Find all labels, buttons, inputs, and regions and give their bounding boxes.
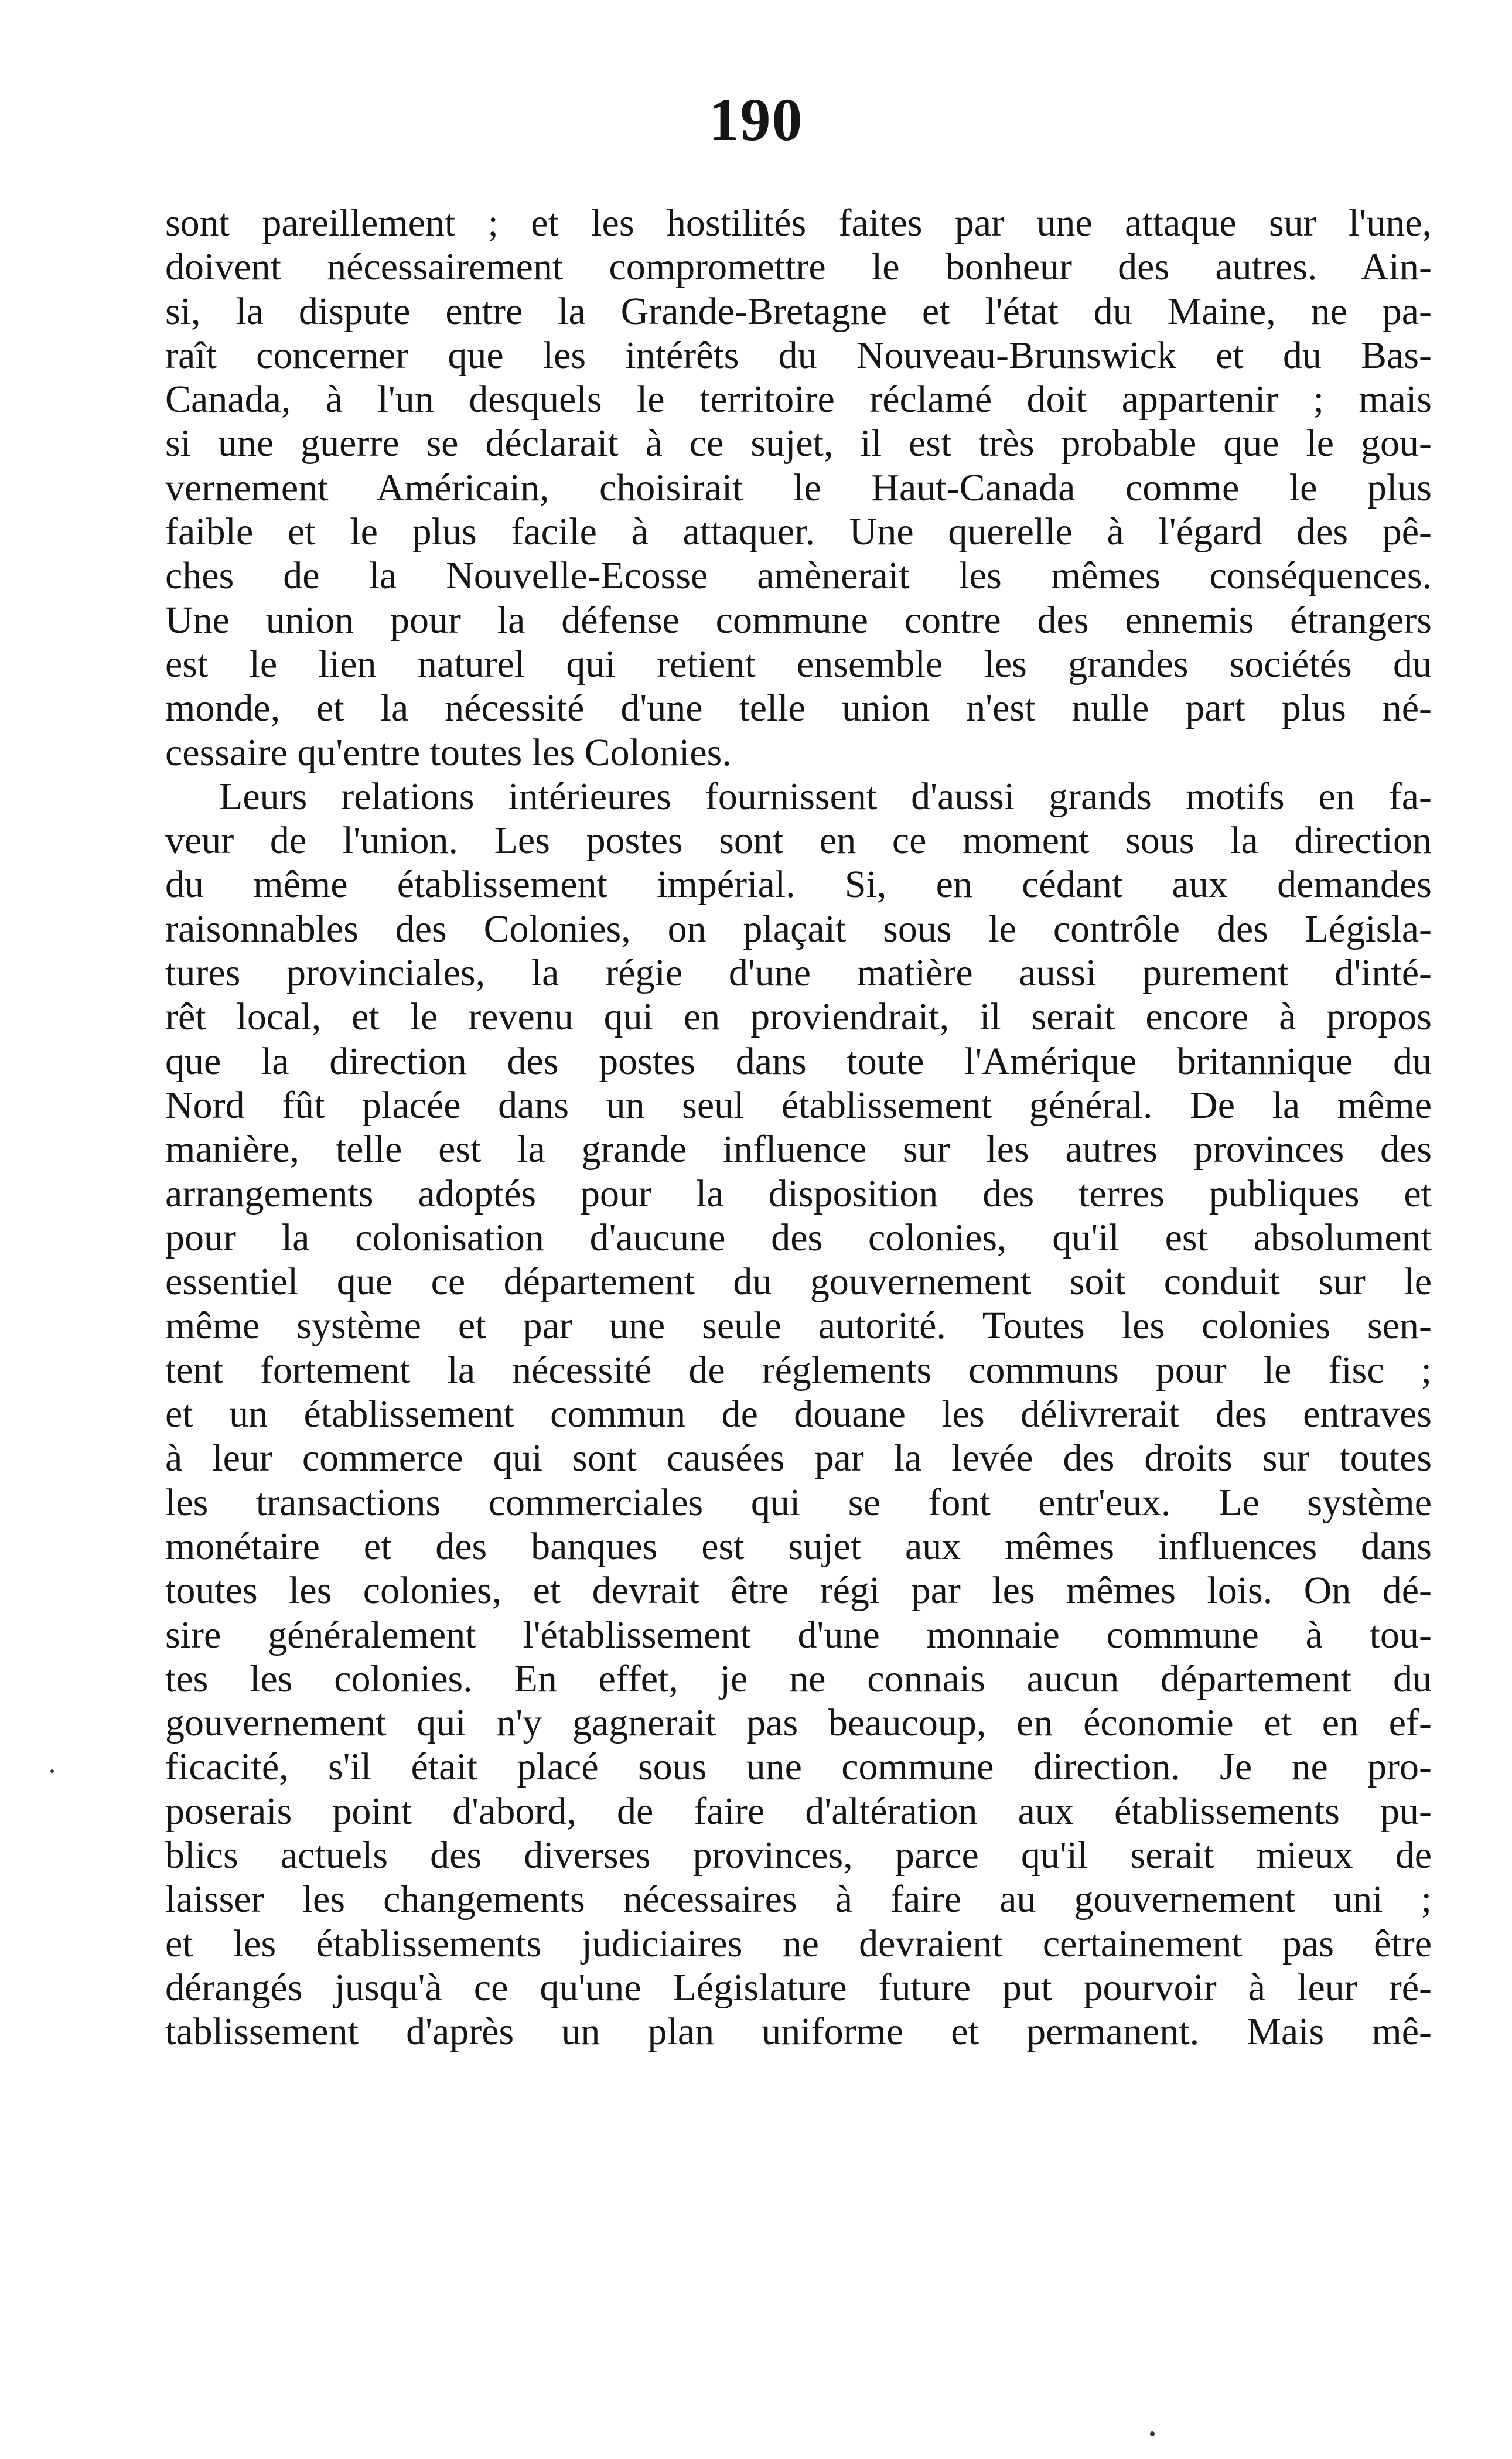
text-line: sire généralement l'établissement d'une monnaie commune à tou- [165,1613,1432,1656]
text-line: Nord fût placée dans un seul établissement général. De la même [165,1083,1432,1127]
text-line: essentiel que ce département du gouvernement soit conduit sur le [165,1260,1432,1304]
text-line: rêt local, et le revenu qui en proviendrait, il serait encore à propos [165,995,1432,1039]
text-line: blics actuels des diverses provinces, parce qu'il serait mieux de [165,1833,1432,1877]
text-line: Canada, à l'un desquels le territoire réclamé doit appartenir ; mais [165,378,1432,421]
text-line: les transactions commerciales qui se font entr'eux. Le système [165,1481,1432,1524]
text-line: gouvernement qui n'y gagnerait pas beaucoup, en économie et en ef- [165,1701,1432,1745]
ink-speck [50,1769,54,1773]
text-line: veur de l'union. Les postes sont en ce moment sous la direction [165,819,1432,862]
text-line: tablissement d'après un plan uniforme et permanent. Mais mê- [165,2010,1432,2054]
body-text [165,201,1432,2054]
page-number: 190 [708,86,804,154]
text-line: si, la dispute entre la Grande-Bretagne et l'état du Maine, ne pa- [165,289,1432,333]
text-line: toutes les colonies, et devrait être régi par les mêmes lois. On dé- [165,1569,1432,1612]
text-line: même système et par une seule autorité. Toutes les colonies sen- [165,1304,1432,1348]
ink-speck [1150,2431,1155,2436]
text-line: ficacité, s'il était placé sous une commune direction. Je ne pro- [165,1745,1432,1789]
text-line: monde, et la nécessité d'une telle union n'est nulle part plus né- [165,687,1432,730]
text-line: tes les colonies. En effet, je ne connais aucun département du [165,1657,1432,1700]
text-line: arrangements adoptés pour la disposition des terres publiques et [165,1172,1432,1215]
text-line: si une guerre se déclarait à ce sujet, il est très probable que le gou- [165,422,1432,465]
text-line: poserais point d'abord, de faire d'altération aux établissements pu- [165,1789,1432,1833]
text-line: du même établissement impérial. Si, en cédant aux demandes [165,863,1432,906]
text-line: cessaire qu'entre toutes les Colonies. [165,731,732,774]
text-line: tures provinciales, la régie d'une matière aussi purement d'inté- [165,951,1432,995]
text-line: manière, telle est la grande influence sur les autres provinces des [165,1128,1432,1171]
text-line: raît concerner que les intérêts du Nouveau-Brunswick et du Bas- [165,333,1432,377]
text-line: à leur commerce qui sont causées par la levée des droits sur toutes [165,1437,1432,1480]
text-line: monétaire et des banques est sujet aux mêmes influences dans [165,1524,1432,1568]
text-line: Une union pour la défense commune contre des ennemis étrangers [165,598,1432,642]
text-line: vernement Américain, choisirait le Haut-Canada comme le plus [165,466,1432,509]
text-line: et un établissement commun de douane les délivrerait des entraves [165,1393,1432,1436]
text-line: ches de la Nouvelle-Ecosse amènerait les mêmes conséquences. [165,554,1432,598]
text-line: dérangés jusqu'à ce qu'une Législature future put pourvoir à leur ré- [165,1966,1432,2009]
text-line: raisonnables des Colonies, on plaçait sous le contrôle des Législa- [165,907,1432,950]
text-line: doivent nécessairement compromettre le bonheur des autres. Ain- [165,245,1432,289]
paragraph-start-line: Leurs relations intérieures fournissent d'aussi grands motifs en fa- [219,775,1432,818]
text-line: que la direction des postes dans toute l'Amérique britannique du [165,1039,1432,1083]
text-line: faible et le plus facile à attaquer. Une querelle à l'égard des pê- [165,510,1432,554]
text-line: tent fortement la nécessité de réglements communs pour le fisc ; [165,1348,1432,1391]
text-line: sont pareillement ; et les hostilités faites par une attaque sur l'une, [165,202,1432,244]
text-line: et les établissements judiciaires ne devraient certainement pas être [165,1922,1432,1965]
text-line: pour la colonisation d'aucune des colonies, qu'il est absolument [165,1216,1432,1259]
text-line: laisser les changements nécessaires à faire au gouvernement uni ; [165,1878,1432,1921]
text-line: est le lien naturel qui retient ensemble les grandes sociétés du [165,642,1432,685]
